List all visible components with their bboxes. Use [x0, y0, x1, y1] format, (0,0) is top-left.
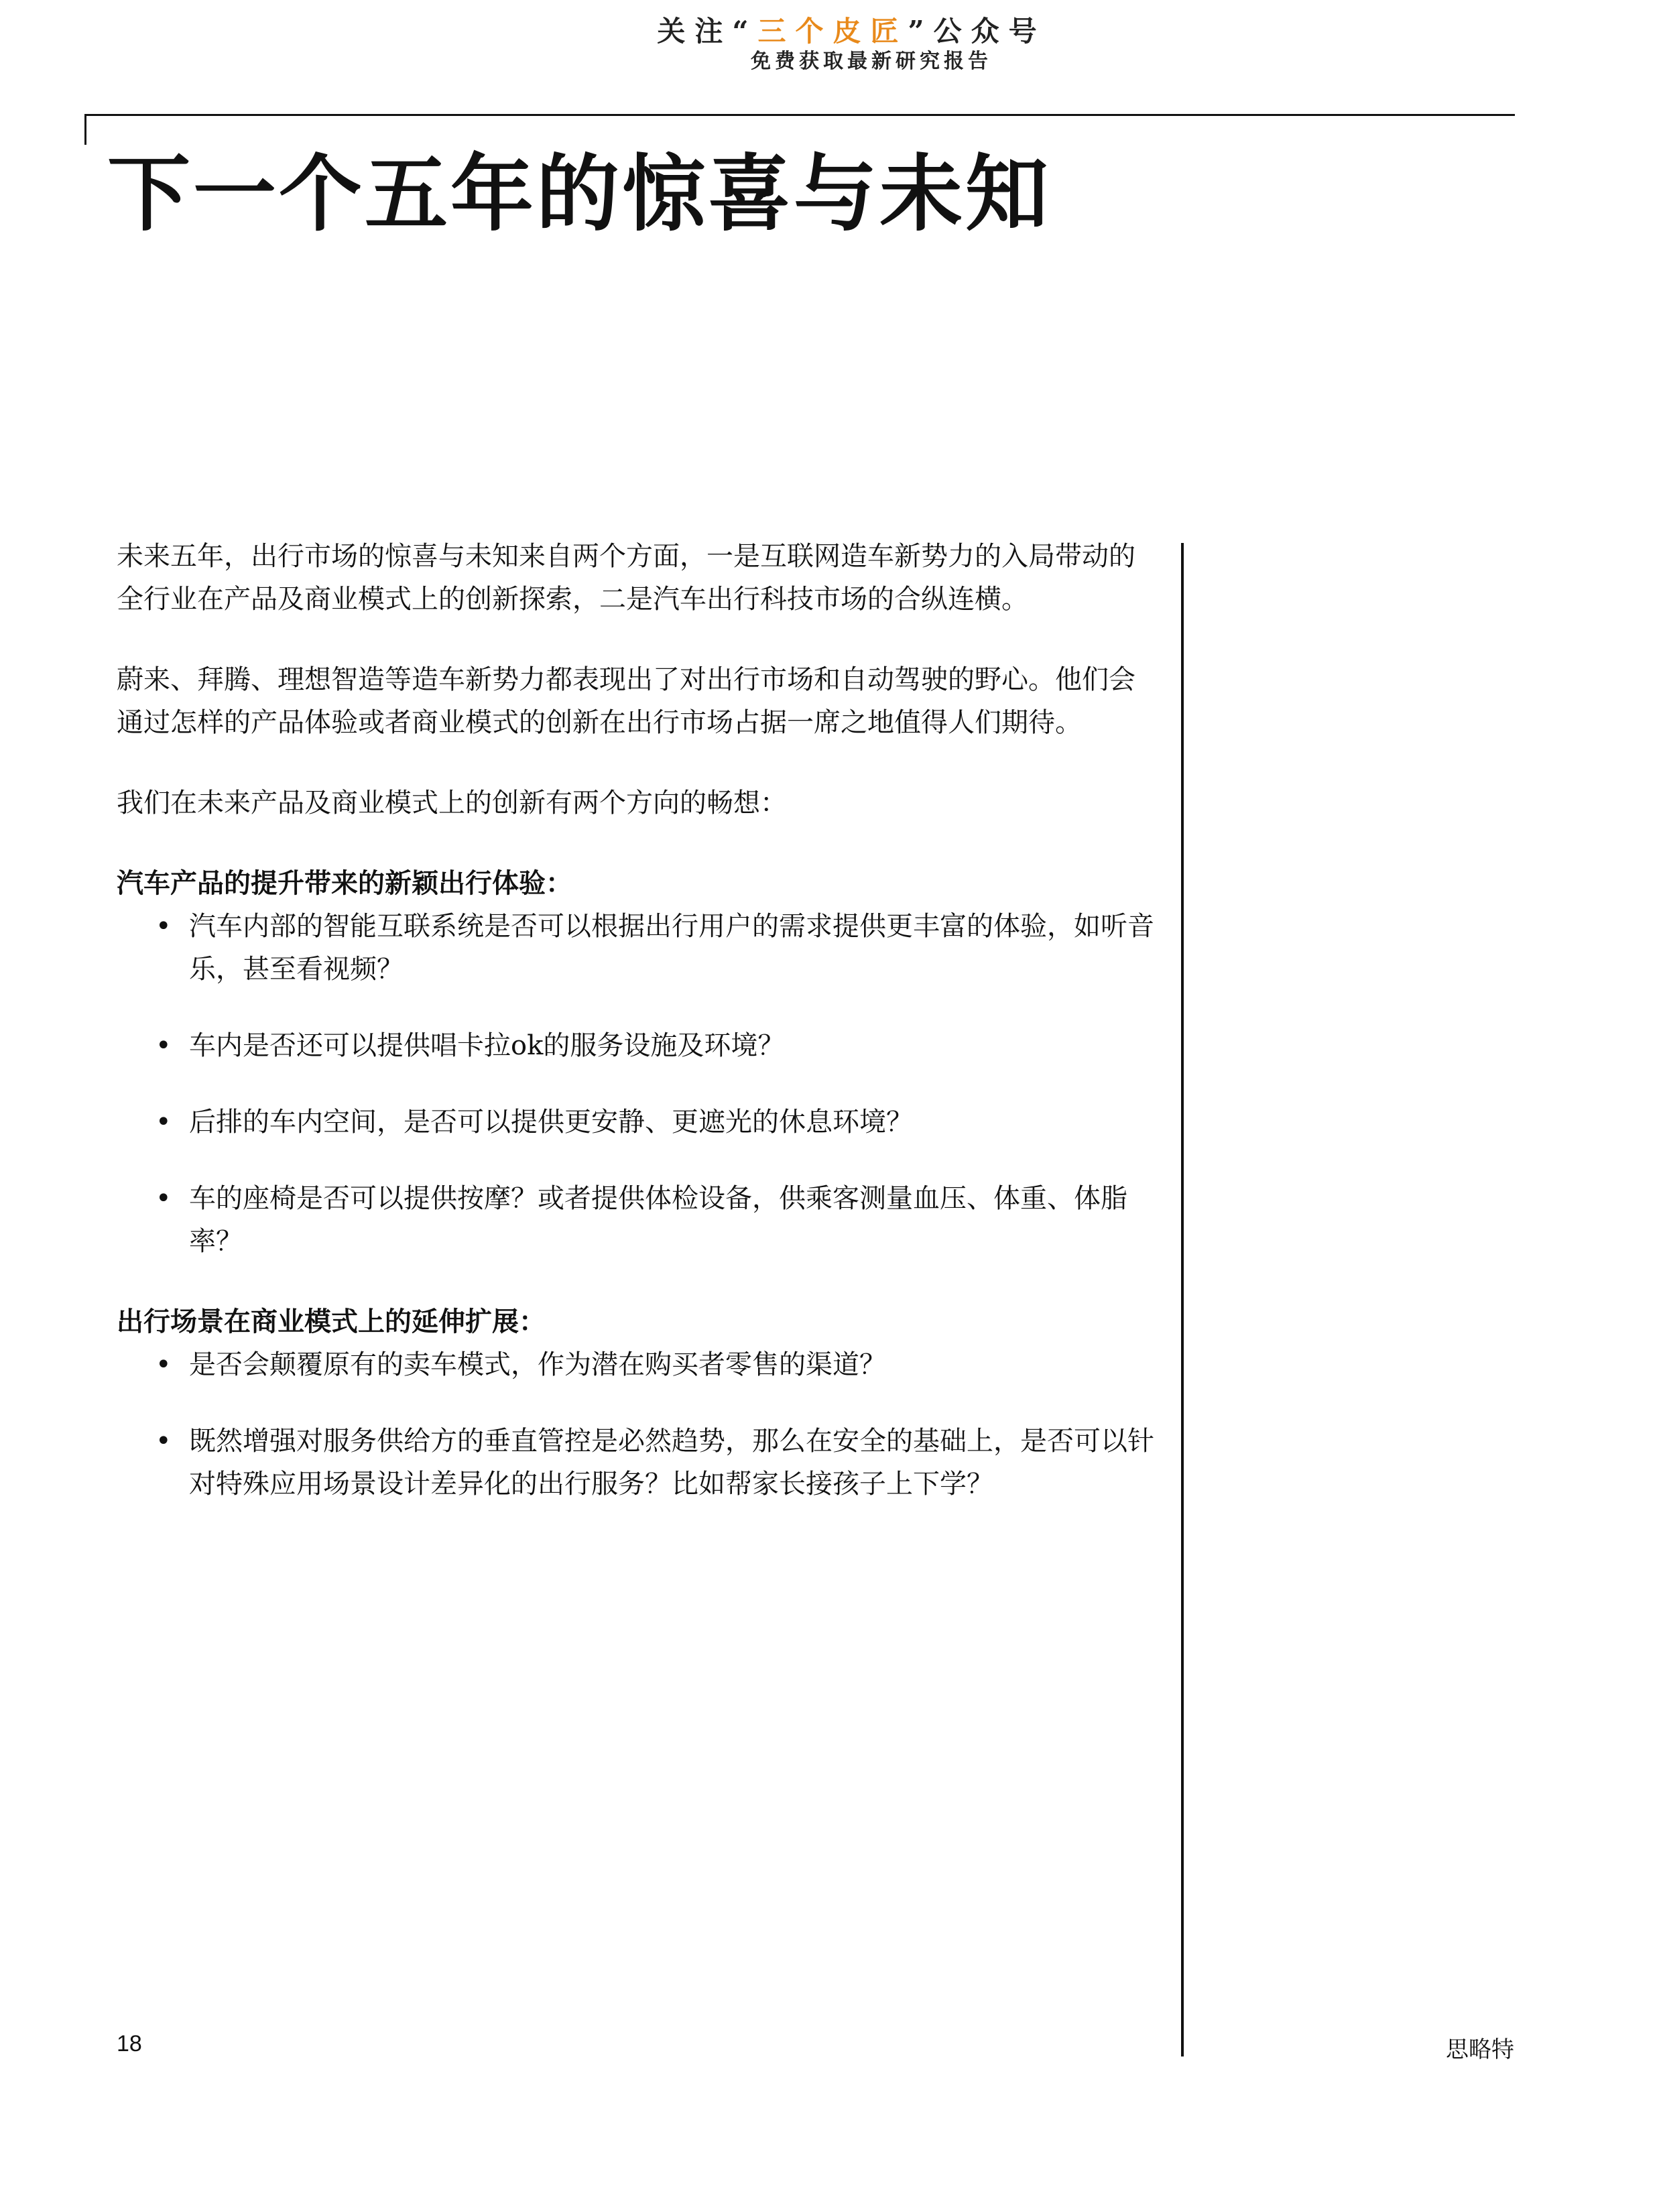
- article-body: [117, 535, 1160, 1543]
- bullet-icon: •: [156, 911, 172, 942]
- list-item: [117, 905, 1160, 991]
- list-item-text: 车内是否还可以提供唱卡拉ok的服务设施及环境？: [189, 1030, 785, 1061]
- page-title: 下一个五年的惊喜与未知: [107, 145, 1052, 243]
- column-divider: [1181, 543, 1184, 2056]
- watermark-suffix: ”公众号: [908, 15, 1046, 48]
- corner-rule: [84, 114, 86, 145]
- list-item: [117, 1177, 1160, 1263]
- bullet-icon: •: [156, 1183, 172, 1214]
- product-list: [117, 905, 1160, 1263]
- page-number: 18: [117, 2031, 142, 2056]
- list-item-text: 后排的车内空间，是否可以提供更安静、更遮光的休息环境？: [189, 1107, 913, 1138]
- watermark: [0, 9, 1663, 50]
- list-item: [117, 1343, 1160, 1386]
- list-item: [117, 1024, 1160, 1067]
- paragraph-intro: 未来五年，出行市场的惊喜与未知来自两个方面，一是互联网造车新势力的入局带动的全行业在产品及商业模式上的创新探索，二是汽车出行科技市场的合纵连横。: [117, 541, 1135, 615]
- section-heading-product: 汽车产品的提升带来的新颖出行体验：: [117, 867, 572, 899]
- bullet-icon: •: [156, 1426, 172, 1457]
- list-item-text: 是否会颠覆原有的卖车模式，作为潜在购买者零售的渠道？: [189, 1349, 886, 1380]
- footer-brand: 思略特: [1446, 2036, 1514, 2063]
- bullet-icon: •: [156, 1030, 172, 1061]
- watermark-subline: 免费获取最新研究报告: [751, 50, 992, 73]
- paragraph-directions: 我们在未来产品及商业模式上的创新有两个方向的畅想：: [117, 788, 787, 818]
- section-heading-business: 出行场景在商业模式上的延伸扩展：: [117, 1306, 546, 1337]
- list-item-text: 车的座椅是否可以提供按摩？或者提供体检设备，供乘客测量血压、体重、体脂率？: [189, 1183, 1127, 1257]
- paragraph-new-forces: 蔚来、拜腾、理想智造等造车新势力都表现出了对出行市场和自动驾驶的野心。他们会通过怎样的产品体验或者商业模式的创新在出行市场占据一席之地值得人们期待。: [117, 664, 1135, 738]
- list-item-text: 既然增强对服务供给方的垂直管控是必然趋势，那么在安全的基础上，是否可以针对特殊应用场景设计差异化的出行服务？比如帮家长接孩子上下学？: [189, 1426, 1154, 1499]
- top-rule: [84, 114, 1515, 116]
- list-item: [117, 1420, 1160, 1506]
- bullet-icon: •: [156, 1107, 172, 1138]
- watermark-headline: [40, 9, 1663, 50]
- list-item-text: 汽车内部的智能互联系统是否可以根据出行用户的需求提供更丰富的体验，如听音乐，甚至看视频？: [189, 911, 1154, 985]
- list-item: [117, 1101, 1160, 1144]
- watermark-accent: 三个皮匠: [757, 15, 908, 48]
- watermark-prefix: 关注“: [657, 15, 758, 48]
- business-list: [117, 1343, 1160, 1506]
- bullet-icon: •: [156, 1349, 172, 1380]
